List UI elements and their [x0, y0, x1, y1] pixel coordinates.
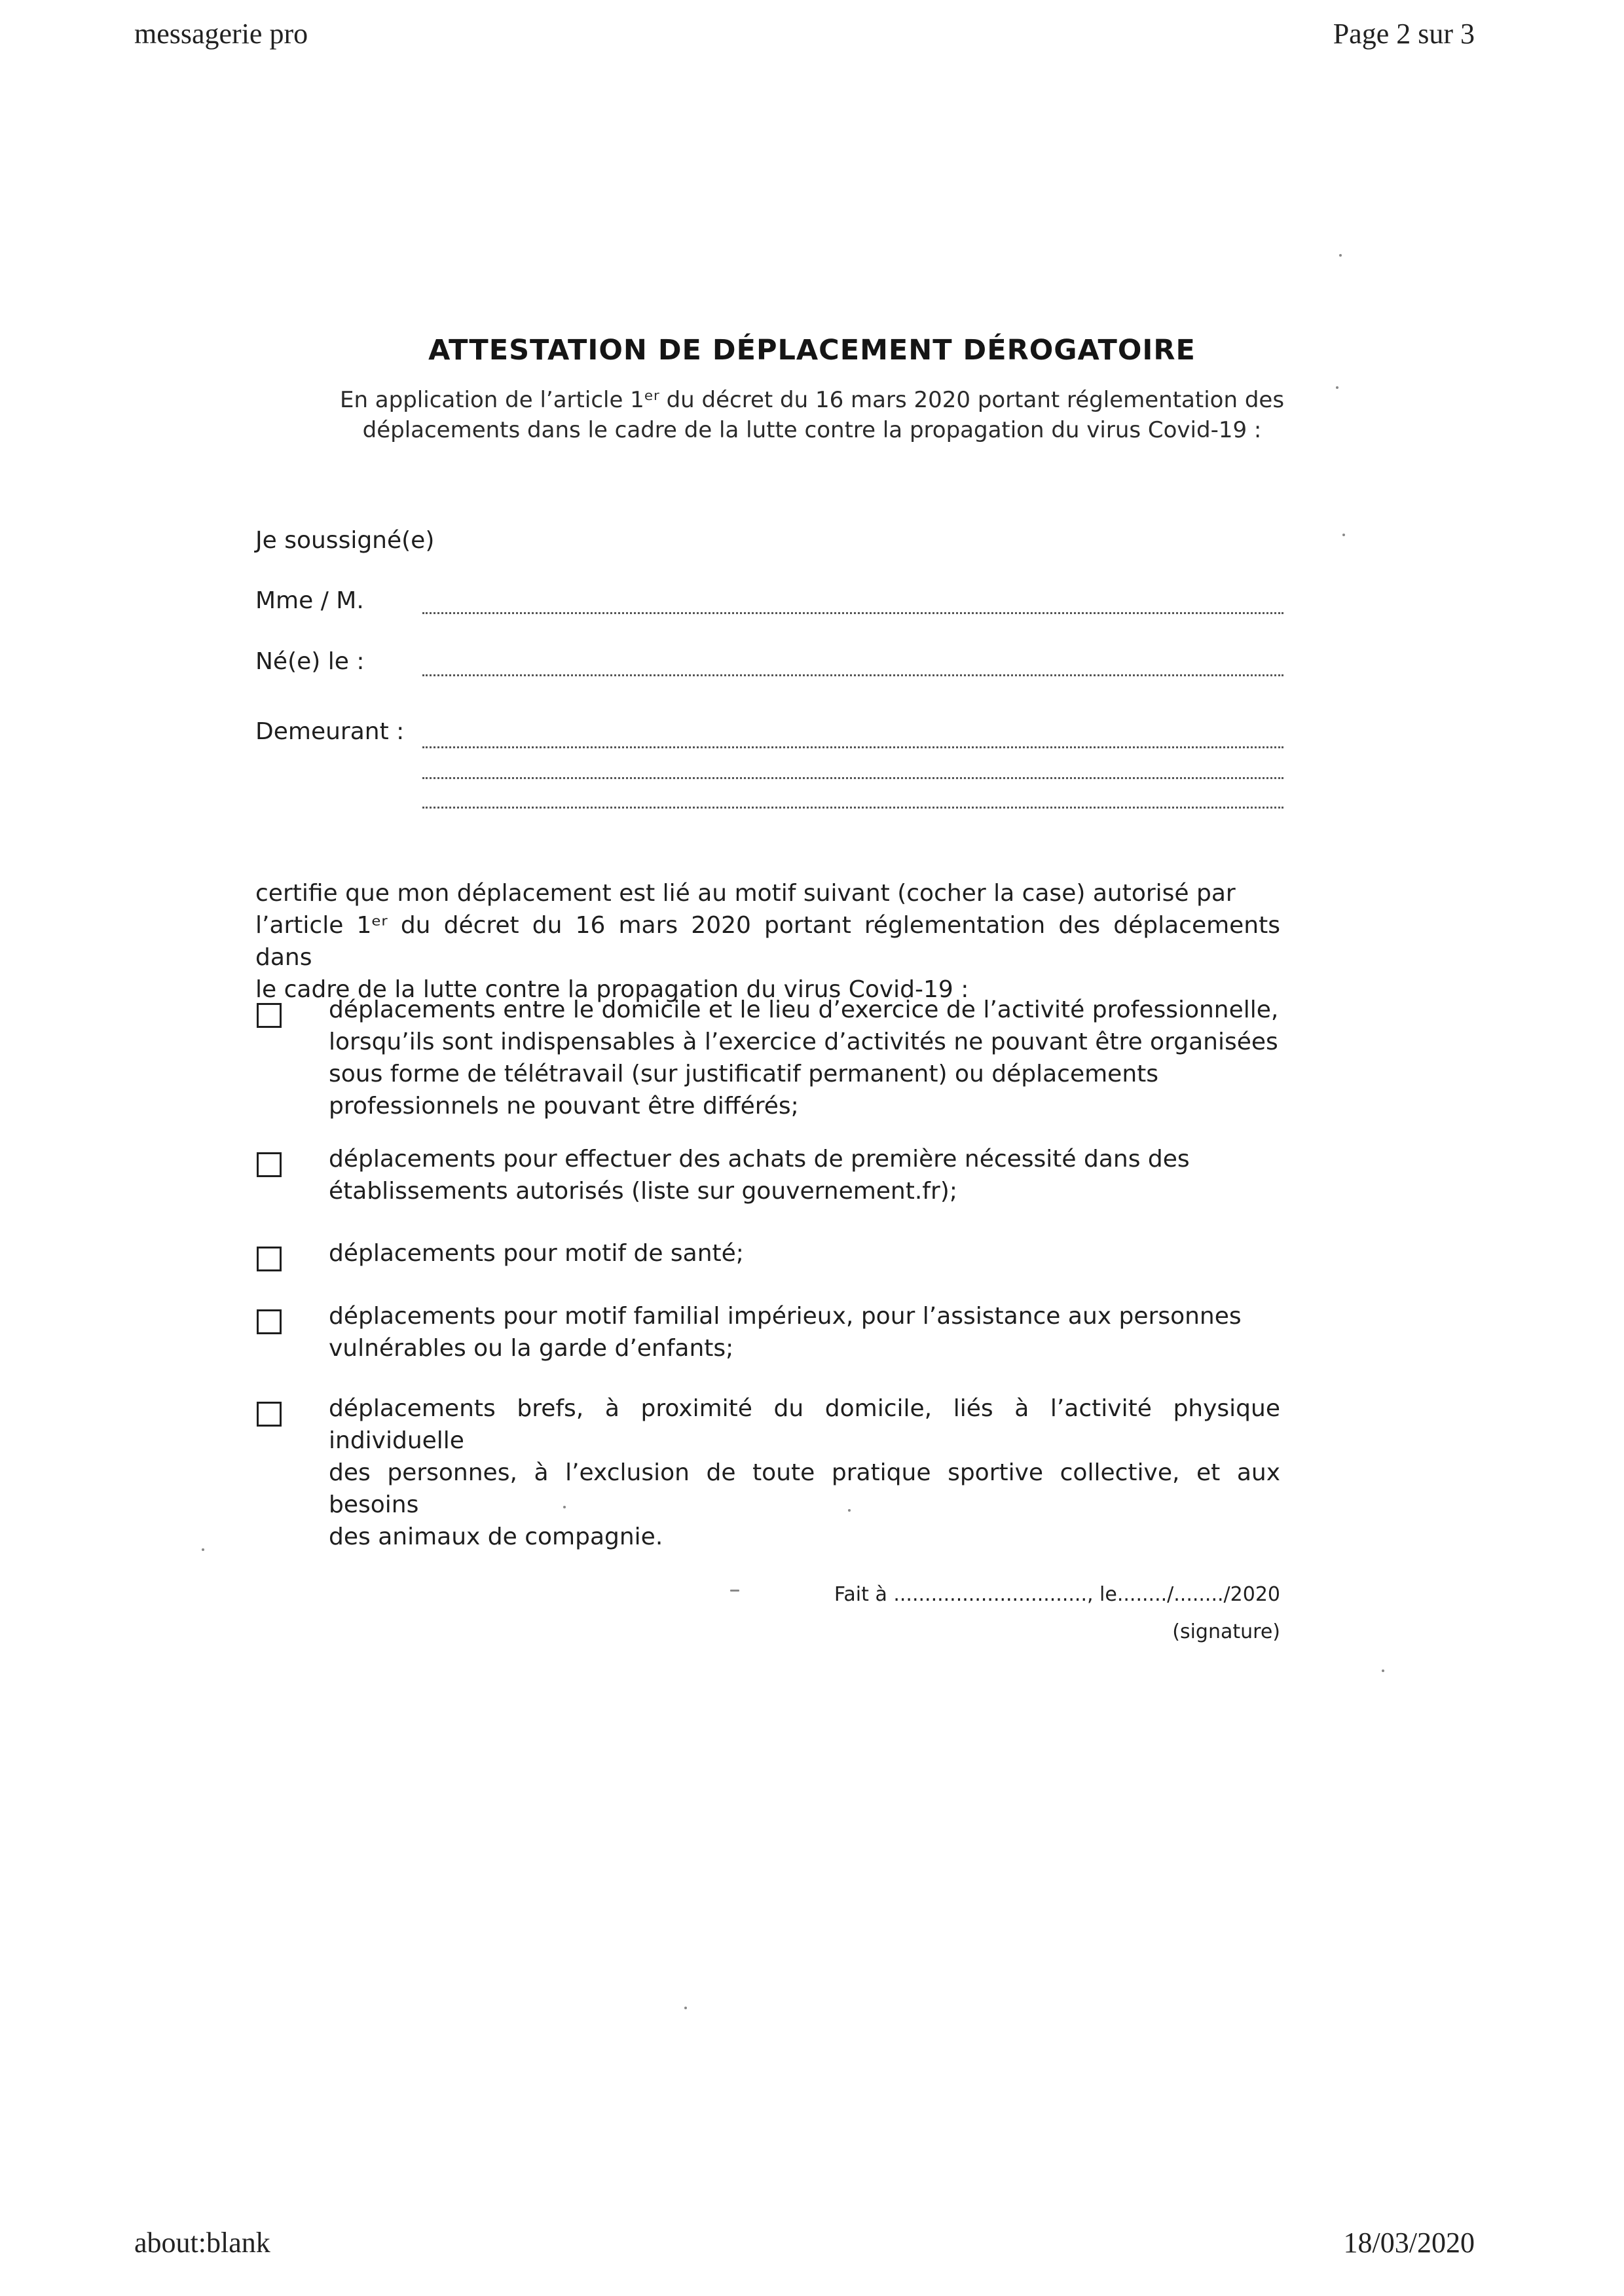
birthdate-dotted-line[interactable]: [422, 674, 1283, 676]
option-checkbox-activite-physique[interactable]: [257, 1402, 282, 1427]
name-dotted-line[interactable]: [422, 612, 1283, 614]
option-line: des animaux de compagnie.: [329, 1523, 663, 1550]
option-line: sous forme de télétravail (sur justificatif permanent) ou déplacements: [329, 1061, 1159, 1087]
option-text-sante: [329, 1237, 1280, 1269]
soussigne-label: Je soussigné(e): [255, 527, 435, 554]
intro-line: l’article 1ᵉʳ du décret du 16 mars 2020 portant réglementation des déplacements dans: [255, 912, 1280, 971]
scan-speck: [684, 2007, 687, 2009]
option-text-famille: [329, 1300, 1280, 1364]
subtitle-line: déplacements dans le cadre de la lutte contre la propagation du virus Covid-19 :: [362, 417, 1262, 443]
scan-speck: [1342, 534, 1345, 536]
subtitle-line: En application de l’article 1ᵉʳ du décret du 16 mars 2020 portant réglementation des: [339, 387, 1285, 413]
certification-paragraph: [255, 877, 1280, 1006]
option-line: déplacements pour motif familial impérieux, pour l’assistance aux personnes: [329, 1303, 1242, 1330]
print-footer-url: about:blank: [134, 2227, 270, 2259]
option-text-achats: [329, 1143, 1280, 1207]
option-line: déplacements pour effectuer des achats de première nécessité dans des: [329, 1146, 1190, 1173]
intro-line: certifie que mon déplacement est lié au motif suivant (cocher la case) autorisé par: [255, 880, 1236, 907]
scan-speck: [1382, 1669, 1384, 1672]
option-line: professionnels ne pouvant être différés;: [329, 1093, 799, 1120]
birthdate-label: Né(e) le :: [255, 648, 365, 675]
document-title: ATTESTATION DE DÉPLACEMENT DÉROGATOIRE: [428, 334, 1196, 367]
print-footer-date: 18/03/2020: [1343, 2227, 1475, 2259]
scan-speck: [1336, 386, 1338, 389]
print-header-site: messagerie pro: [134, 18, 308, 50]
scan-speck: [730, 1590, 739, 1592]
option-text-activite-physique: [329, 1393, 1280, 1553]
scan-speck: [202, 1548, 204, 1551]
option-line: déplacements brefs, à proximité du domicile, liés à l’activité physique individuelle: [329, 1395, 1280, 1454]
option-line: déplacements pour motif de santé;: [329, 1240, 744, 1267]
name-label: Mme / M.: [255, 587, 364, 614]
address-dotted-line-1[interactable]: [422, 746, 1283, 748]
scan-speck: [563, 1506, 566, 1508]
document-subtitle: [0, 385, 1624, 445]
option-checkbox-famille[interactable]: [257, 1309, 282, 1334]
option-line: vulnérables ou la garde d’enfants;: [329, 1335, 734, 1362]
option-line: déplacements entre le domicile et le lieu d’exercice de l’activité professionnelle,: [329, 996, 1279, 1023]
scan-speck: [848, 1509, 851, 1512]
address-dotted-line-2[interactable]: [422, 777, 1283, 779]
signature-label: (signature): [1172, 1620, 1280, 1643]
option-checkbox-travail[interactable]: [257, 1003, 282, 1028]
option-checkbox-achats[interactable]: [257, 1152, 282, 1177]
intro-line: le cadre de la lutte contre la propagation du virus Covid-19 :: [255, 976, 969, 1003]
option-line: établissements autorisés (liste sur gouvernement.fr);: [329, 1178, 957, 1205]
option-line: des personnes, à l’exclusion de toute pratique sportive collective, et aux besoins: [329, 1459, 1280, 1518]
place-date-line[interactable]: Fait à ..............................., le......../......../2020: [834, 1583, 1280, 1606]
address-dotted-line-3[interactable]: [422, 807, 1283, 809]
print-header-page-number: Page 2 sur 3: [1333, 18, 1475, 50]
option-text-travail: [329, 994, 1280, 1122]
option-line: lorsqu’ils sont indispensables à l’exercice d’activités ne pouvant être organisées: [329, 1029, 1278, 1055]
option-checkbox-sante[interactable]: [257, 1247, 282, 1271]
scan-speck: [1339, 254, 1342, 257]
address-label: Demeurant :: [255, 718, 405, 745]
